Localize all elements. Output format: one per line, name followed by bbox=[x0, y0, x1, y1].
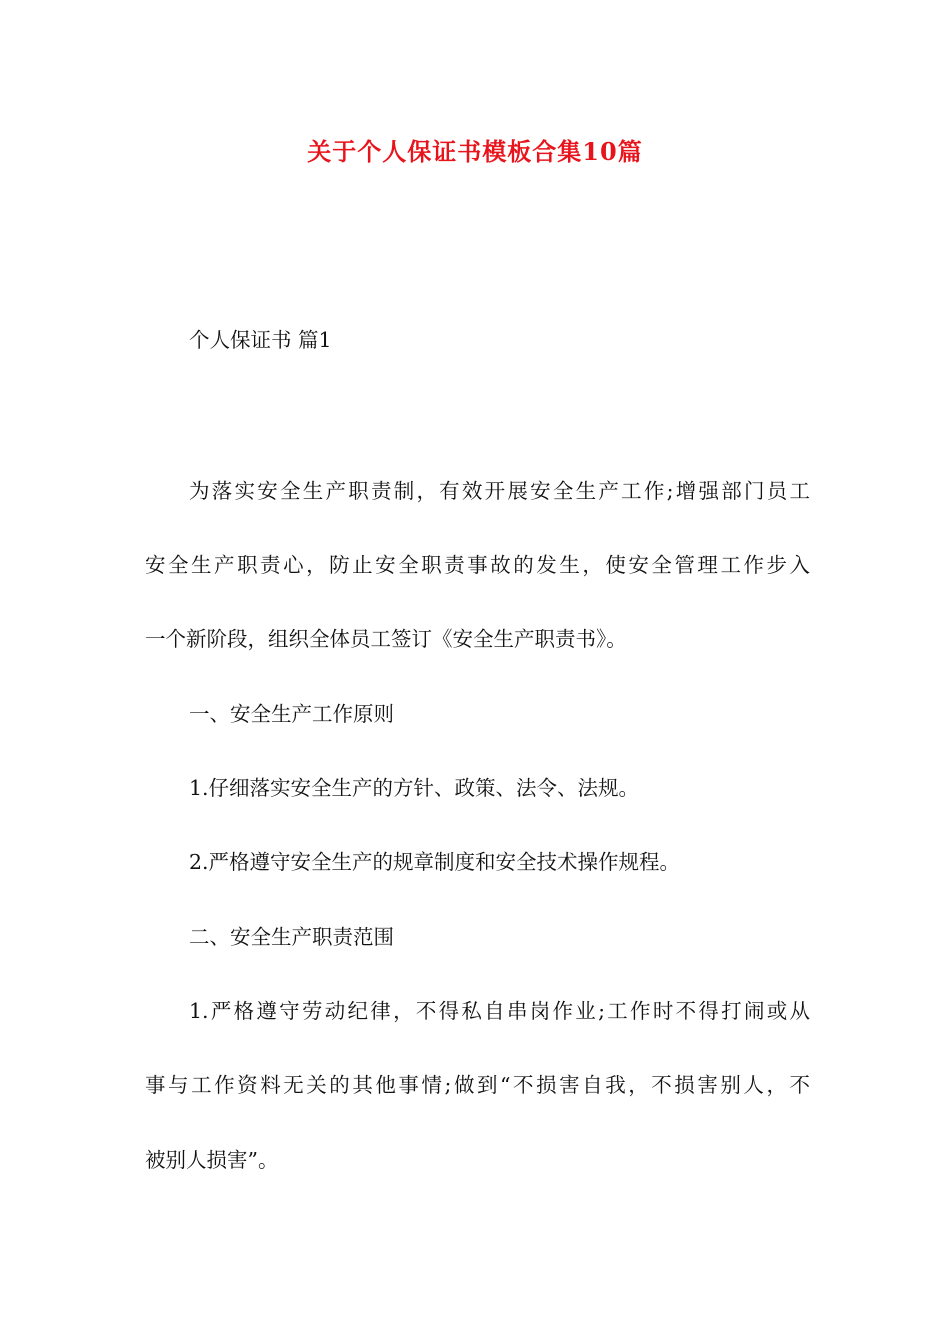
list-item-line: 1.严格遵守劳动纪律，不得私自串岗作业;工作时不得打闹或从 bbox=[189, 999, 810, 1023]
paragraph-line: 为落实安全生产职责制，有效开展安全生产工作;增强部门员工 bbox=[189, 479, 810, 503]
subheading-one: 一、安全生产工作原则 bbox=[189, 702, 394, 726]
list-item: 2.严格遵守安全生产的规章制度和安全技术操作规程。 bbox=[189, 850, 681, 874]
list-item-line: 被别人损害”。 bbox=[145, 1148, 279, 1172]
subheading-two: 二、安全生产职责范围 bbox=[189, 925, 394, 949]
paragraph-line: 一个新阶段，组织全体员工签订《安全生产职责书》。 bbox=[145, 627, 627, 651]
section-heading: 个人保证书 篇1 bbox=[189, 328, 332, 352]
list-item-line: 事与工作资料无关的其他事情;做到“不损害自我，不损害别人，不 bbox=[145, 1073, 810, 1097]
paragraph-line: 安全生产职责心，防止安全职责事故的发生，使安全管理工作步入 bbox=[145, 553, 810, 577]
list-item: 1.仔细落实安全生产的方针、政策、法令、法规。 bbox=[189, 776, 640, 800]
document-title: 关于个人保证书模板合集10篇 bbox=[307, 137, 643, 166]
